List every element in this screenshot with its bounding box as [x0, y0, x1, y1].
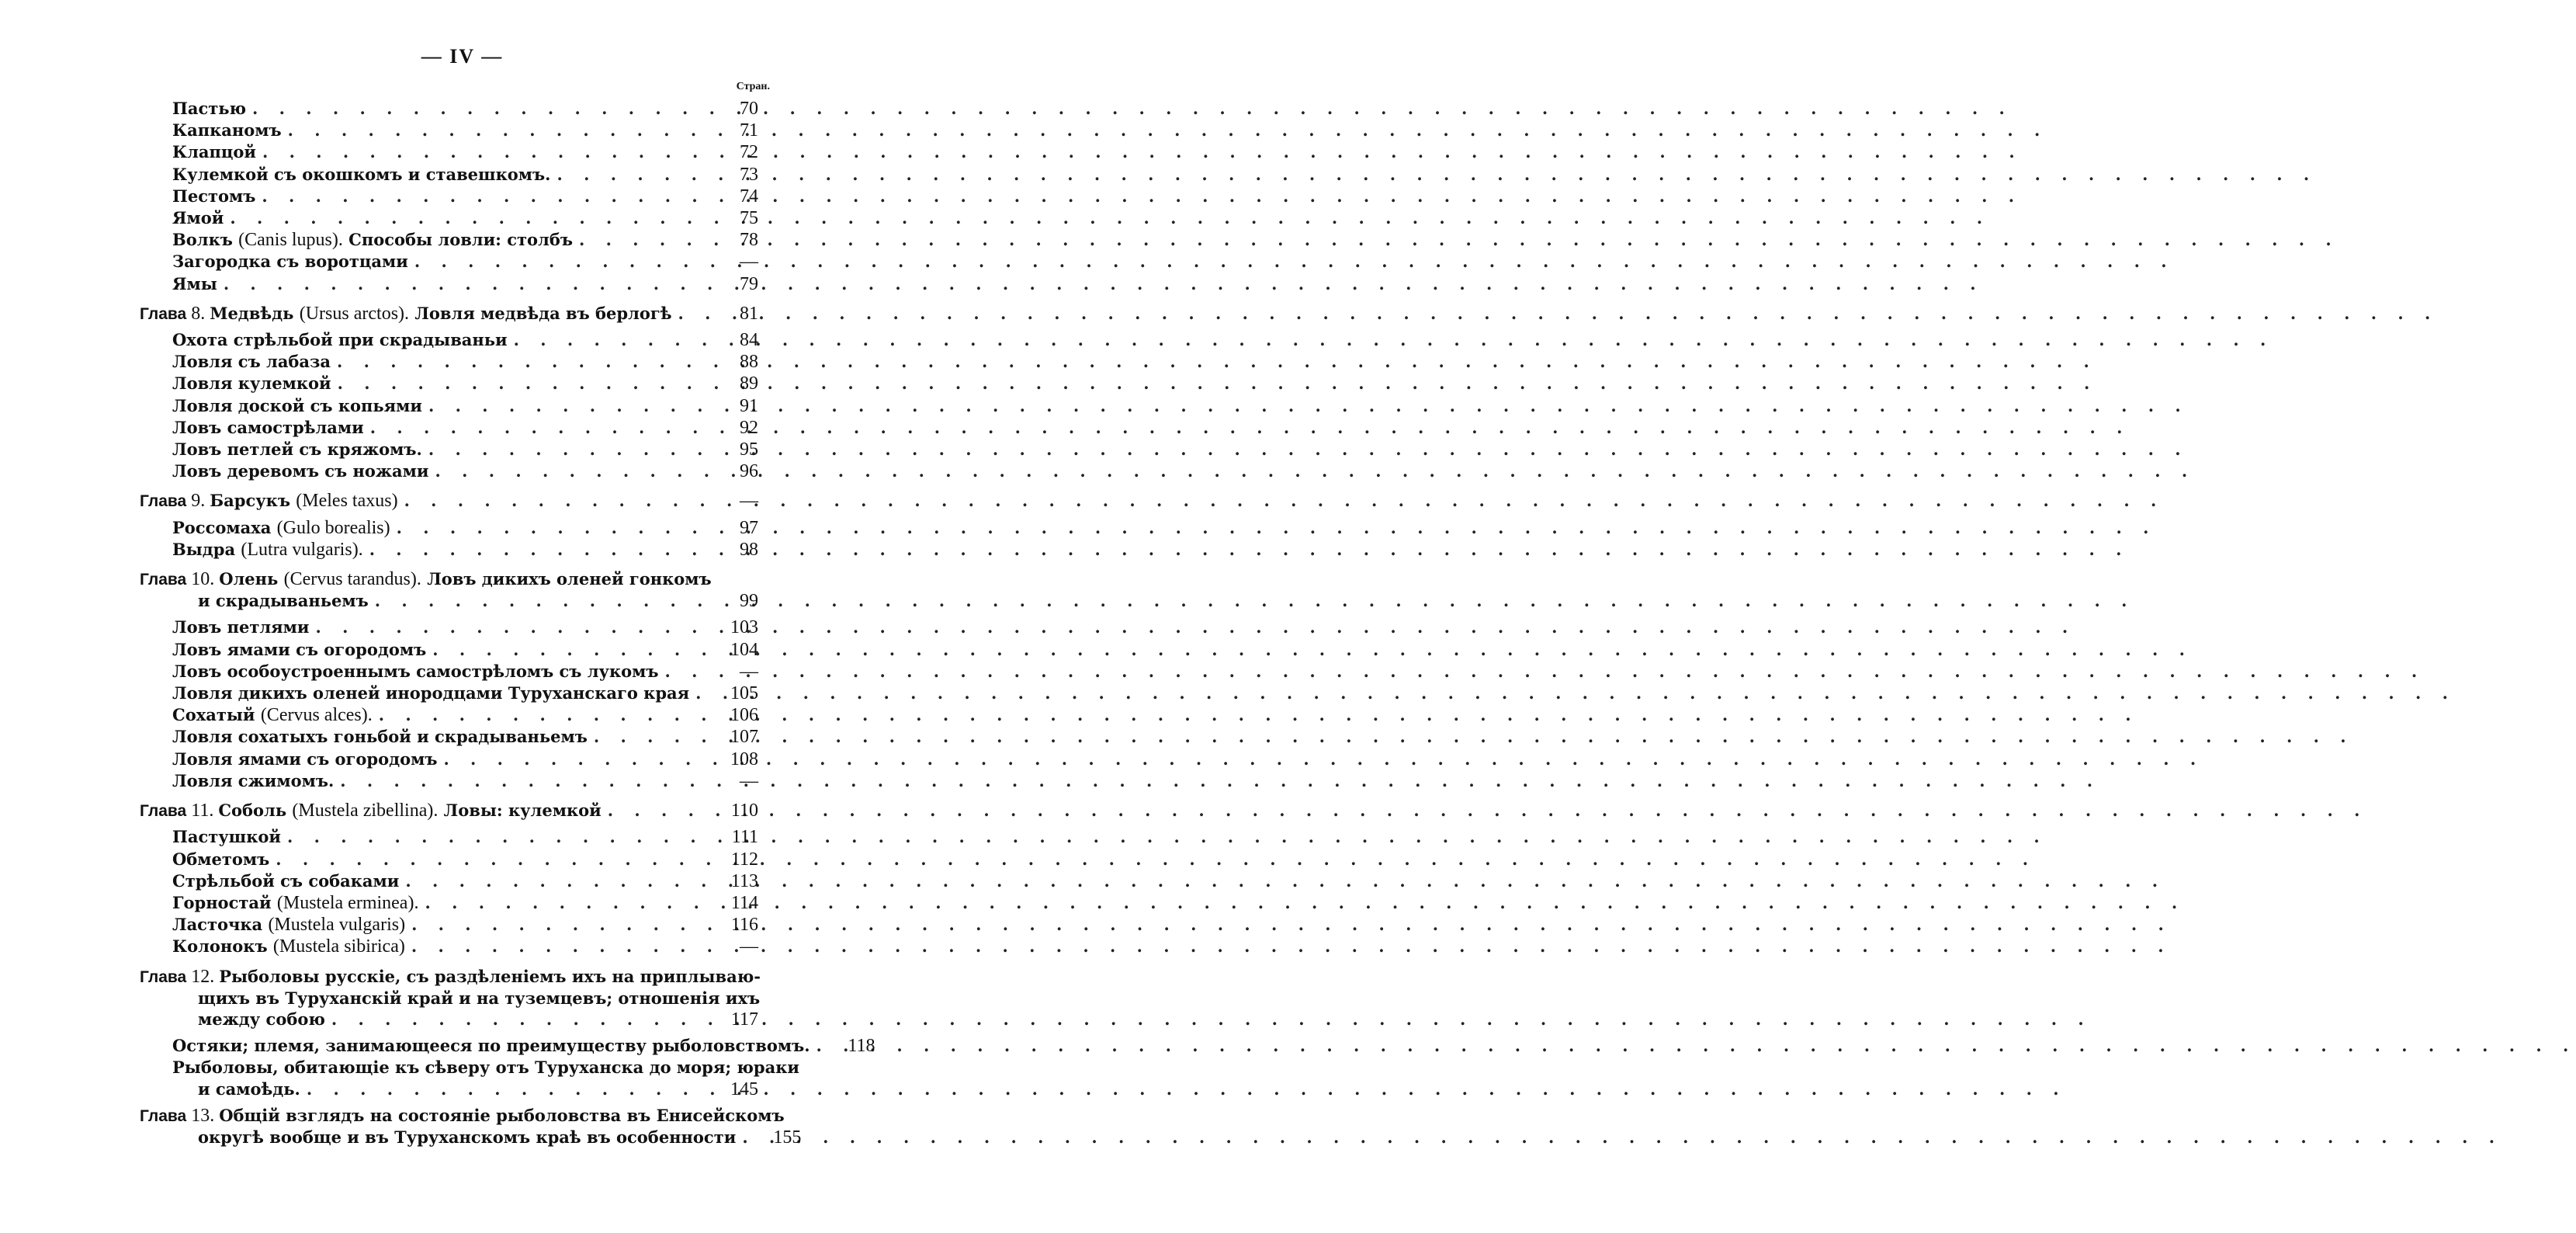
toc-entry	[140, 704, 758, 726]
toc-entry	[140, 186, 758, 207]
toc-entry-text	[172, 704, 373, 726]
toc-entry-page: 107	[730, 727, 758, 748]
toc-entry-text	[140, 490, 398, 512]
dot-leader	[437, 748, 710, 769]
toc-entry-page: —	[740, 252, 758, 273]
chapter-number: 9.	[186, 491, 210, 512]
toc-entry-text: Ловля ямами съ огородомъ	[172, 748, 438, 769]
toc-entry	[140, 120, 758, 141]
dot-leader	[224, 207, 710, 228]
toc-entry-page: 70	[740, 99, 758, 119]
dot-leader	[426, 639, 710, 660]
dot-leader	[672, 303, 710, 324]
toc-entry-text: Обметомъ	[172, 849, 270, 869]
toc-entry-page: 105	[730, 683, 758, 704]
dot-leader	[331, 373, 710, 394]
toc-entry-text: и самоѣдь.	[198, 1078, 300, 1099]
dot-leader	[373, 704, 710, 725]
entry-title: Медвѣдь	[210, 303, 300, 323]
entry-title: Сохатый	[172, 705, 261, 725]
dot-leader	[398, 490, 710, 511]
toc-entry	[140, 329, 758, 351]
toc-entry-text: Стрѣльбой съ собаками	[172, 870, 400, 891]
dot-leader	[573, 229, 710, 250]
toc-entry-page: 71	[740, 120, 758, 141]
toc-entry-page: 98	[740, 539, 758, 560]
page-column-label: Стран.	[736, 81, 770, 92]
toc-entry-page: 103	[730, 617, 758, 638]
toc-entry-page: 145	[730, 1078, 758, 1099]
toc-entry-continuation	[140, 988, 761, 1009]
dot-leader	[255, 186, 710, 207]
toc-entry-text: Ловъ самострѣлами	[172, 417, 364, 437]
dot-leader	[256, 141, 710, 162]
entry-subtitle: Ловля медвѣда въ берлогѣ	[409, 303, 672, 323]
toc-entry	[140, 373, 758, 394]
latin-name: (Cervus alces).	[260, 705, 373, 726]
latin-name: (Mustela zibellina).	[292, 801, 439, 821]
entry-title: Общій взглядъ на состояніе рыболовства въ Енисейскомъ	[219, 1105, 785, 1125]
toc-entry-page: 88	[740, 352, 758, 373]
toc-entry	[140, 351, 758, 373]
toc-entry-page: 72	[740, 142, 758, 163]
chapter-heading-10	[140, 568, 758, 590]
entry-title: Волкъ	[172, 230, 239, 250]
chapter-label: Глава	[140, 492, 187, 511]
toc-entry-text: Ловля съ лабаза	[172, 352, 331, 372]
dot-leader	[418, 892, 710, 913]
toc-entry-text	[172, 539, 363, 561]
dot-leader	[405, 936, 710, 957]
latin-name: (Ursus arctos).	[299, 303, 410, 324]
toc-entry-continuation	[140, 1127, 802, 1148]
dot-leader	[399, 870, 710, 891]
dot-leader	[422, 395, 710, 416]
toc-entry-page: —	[740, 770, 758, 791]
entry-title: Соболь	[218, 801, 293, 821]
toc-entry-text: Ловля кулемкой	[172, 373, 331, 394]
toc-entry-text: Клапцой	[172, 142, 256, 162]
latin-name: (Lutra vulgaris).	[241, 539, 363, 560]
dot-leader	[659, 661, 711, 682]
chapter-number: 10.	[186, 569, 220, 590]
toc-entry	[140, 1035, 875, 1057]
dot-leader	[588, 726, 710, 747]
latin-name: (Meles taxus)	[296, 491, 398, 512]
toc-entry-page: 75	[740, 208, 758, 229]
toc-entry-page: 92	[740, 417, 758, 438]
toc-entry-text	[172, 936, 405, 957]
toc-entry-page: 111	[731, 827, 758, 848]
toc-entry	[140, 273, 758, 295]
toc-entry-text: Ловъ петлями	[172, 617, 310, 637]
chapter-label: Глава	[140, 967, 187, 986]
dot-leader	[390, 517, 710, 538]
toc-entry	[140, 395, 758, 417]
toc-entry	[140, 616, 758, 638]
entry-title: Барсукъ	[210, 491, 296, 511]
toc-entry-page: 74	[740, 186, 758, 207]
toc-entry-text: Ямой	[172, 208, 224, 228]
chapter-label: Глава	[140, 802, 187, 821]
toc-entry-page: —	[740, 491, 758, 512]
toc-entry	[140, 661, 758, 682]
toc-entry-page: 106	[730, 705, 758, 726]
toc-entry-page: 112	[730, 849, 758, 870]
entry-title: Рыболовы русскіе, съ раздѣленіемъ ихъ на приплываю-	[219, 966, 761, 986]
toc-entry-text: между собою	[198, 1009, 325, 1029]
chapter-number: 13.	[186, 1105, 220, 1126]
toc-entry-page: 108	[730, 748, 758, 769]
toc-entry	[140, 460, 758, 482]
toc-entry	[140, 417, 758, 439]
dot-leader	[408, 251, 710, 272]
dot-leader	[363, 539, 710, 560]
toc-entry	[140, 849, 758, 870]
toc-entry-text: и скрадываньемъ	[198, 591, 369, 611]
toc-entry-text	[140, 1105, 785, 1127]
toc-entry	[140, 870, 758, 892]
toc-entry-page: 114	[730, 892, 758, 913]
toc-entry-text: Охота стрѣльбой при скрадываньи	[172, 330, 508, 350]
dot-leader	[325, 1009, 710, 1030]
dot-leader	[300, 1078, 710, 1099]
toc-entry-text: Ловля доской съ копьями	[172, 395, 422, 415]
latin-name: (Canis lupus).	[238, 230, 343, 251]
toc-entry-text	[172, 517, 390, 539]
chapter-label: Глава	[140, 571, 187, 589]
toc-entry-continuation	[140, 1078, 758, 1100]
toc-entry-page: 110	[730, 801, 758, 821]
toc-entry-text: Ловля дикихъ оленей инородцами Туруханскаго края	[172, 683, 690, 703]
toc-entry	[140, 207, 758, 229]
dot-leader	[550, 164, 710, 185]
toc-entry-text: Кулемкой съ окошкомъ и ставешкомъ.	[172, 164, 551, 184]
toc-entry-page: 118	[848, 1036, 875, 1057]
toc-entry	[140, 517, 758, 539]
toc-entry-text: Ловъ петлей съ кряжомъ.	[172, 439, 422, 460]
toc-entry	[140, 770, 758, 792]
chapter-label: Глава	[140, 1106, 187, 1125]
toc-entry	[140, 164, 758, 186]
dot-leader	[810, 1035, 827, 1056]
toc-entry-page: 116	[730, 915, 758, 936]
toc-entry-page: 96	[740, 461, 758, 482]
toc-entry-page: 73	[740, 164, 758, 185]
toc-entry-continuation	[140, 1009, 758, 1030]
entry-title: Горностай	[172, 892, 277, 912]
chapter-heading-12	[140, 966, 761, 988]
toc-entry-text: щихъ въ Туруханскій край и на туземцевъ; отношенія ихъ	[198, 988, 761, 1008]
dot-leader	[217, 273, 710, 294]
dot-leader	[369, 590, 710, 611]
toc-entry	[140, 748, 758, 770]
toc-entry-page: 91	[740, 395, 758, 416]
chapter-number: 8.	[186, 303, 210, 324]
toc-entry-page: 79	[740, 273, 758, 294]
latin-name: (Gulo borealis)	[276, 517, 390, 538]
dot-leader	[405, 914, 710, 935]
toc-entry-text	[140, 800, 602, 821]
toc-entry	[140, 539, 758, 561]
toc-entry	[140, 229, 758, 251]
toc-entry-text: Остяки; племя, занимающееся по преимуществу рыболовствомъ.	[172, 1036, 810, 1056]
toc-entry-text: Ловля сохатыхъ гоньбой и скрадываньемъ	[172, 727, 588, 747]
dot-leader	[689, 682, 710, 703]
page-number: — IV —	[421, 45, 504, 68]
toc-entry	[140, 726, 758, 748]
toc-entry-page: 81	[740, 303, 758, 324]
toc-entry-page: 155	[773, 1127, 802, 1148]
toc-entry-page: 95	[740, 439, 758, 460]
dot-leader	[602, 800, 710, 821]
toc-entry	[140, 682, 758, 704]
dot-leader	[508, 329, 710, 350]
toc-entry-text: Ловъ ямами съ огородомъ	[172, 639, 427, 659]
toc-entry-text: Загородка съ воротцами	[172, 252, 408, 272]
toc-entry-text	[140, 568, 712, 590]
dot-leader	[422, 439, 710, 460]
chapter-number: 11.	[186, 801, 219, 821]
dot-leader	[364, 417, 710, 438]
toc-entry-text: Рыболовы, обитающіе къ сѣверу отъ Туруханска до моря; юраки	[172, 1058, 799, 1078]
toc-entry-text: Пастушкой	[172, 827, 281, 847]
toc-entry-page: 104	[730, 639, 758, 660]
toc-entry-text: Ямы	[172, 273, 217, 293]
chapter-heading-8	[140, 303, 758, 325]
toc-entry	[140, 1057, 799, 1078]
toc-entry-page: —	[740, 661, 758, 682]
toc-entry-page: 97	[740, 517, 758, 538]
entry-subtitle: Ловъ дикихъ оленей гонкомъ	[421, 569, 712, 589]
latin-name: (Mustela erminea).	[276, 892, 419, 913]
chapter-heading-9	[140, 490, 758, 512]
dot-leader	[334, 770, 710, 791]
entry-title: Колонокъ	[172, 936, 273, 957]
toc-entry-text	[140, 966, 761, 988]
toc-entry-text: Ловля сжимомъ.	[172, 770, 335, 790]
toc-entry-page: 84	[740, 330, 758, 351]
toc-entry	[140, 936, 758, 957]
toc-entry	[140, 98, 758, 120]
toc-entry-text: Пестомъ	[172, 186, 256, 206]
entry-title: Выдра	[172, 539, 241, 559]
toc-entry-text	[172, 914, 405, 936]
latin-name: (Mustela sibirica)	[272, 936, 405, 957]
dot-leader	[281, 826, 710, 847]
latin-name: (Cervus tarandus).	[283, 569, 421, 590]
toc-entry-text: Капканомъ	[172, 120, 282, 141]
chapter-label: Глава	[140, 304, 187, 323]
dot-leader	[309, 616, 710, 637]
dot-leader	[428, 460, 710, 481]
toc-entry-page: 99	[740, 591, 758, 612]
entry-title: Олень	[219, 569, 284, 589]
dot-leader	[736, 1127, 753, 1148]
chapter-heading-11	[140, 800, 758, 821]
toc-entry	[140, 892, 758, 914]
dot-leader	[282, 120, 710, 141]
toc-entry	[140, 251, 758, 273]
chapter-heading-13	[140, 1105, 785, 1127]
toc-entry-text	[140, 303, 672, 325]
toc-entry-continuation	[140, 590, 758, 612]
dot-leader	[246, 98, 710, 119]
toc-entry-page: —	[740, 936, 758, 957]
toc-entry-text	[172, 892, 418, 914]
table-of-contents	[140, 98, 875, 1148]
toc-entry-page: 117	[730, 1009, 758, 1030]
toc-entry-text: Ловъ деревомъ съ ножами	[172, 461, 429, 481]
latin-name: (Mustela vulgaris)	[268, 915, 406, 936]
toc-entry-text: Пастью	[172, 99, 247, 118]
dot-leader	[269, 849, 710, 870]
toc-entry-page: 113	[730, 870, 758, 891]
entry-title: Ласточка	[172, 915, 269, 935]
entry-title: Россомаха	[172, 517, 277, 537]
toc-entry-text	[172, 229, 573, 251]
chapter-number: 12.	[186, 966, 220, 987]
toc-entry	[140, 141, 758, 163]
toc-entry	[140, 439, 758, 460]
entry-subtitle: Ловы: кулемкой	[438, 801, 602, 821]
dot-leader	[331, 351, 710, 372]
toc-entry	[140, 826, 758, 848]
toc-entry-text: округѣ вообще и въ Туруханскомъ краѣ въ особенности	[198, 1127, 737, 1147]
toc-entry-page: 78	[740, 230, 758, 251]
toc-entry-page: 89	[740, 373, 758, 394]
toc-entry-text: Ловъ особоустроеннымъ самострѣломъ съ лукомъ	[172, 661, 659, 681]
toc-entry	[140, 914, 758, 936]
entry-subtitle: Способы ловли: столбъ	[342, 230, 573, 250]
toc-entry	[140, 639, 758, 661]
